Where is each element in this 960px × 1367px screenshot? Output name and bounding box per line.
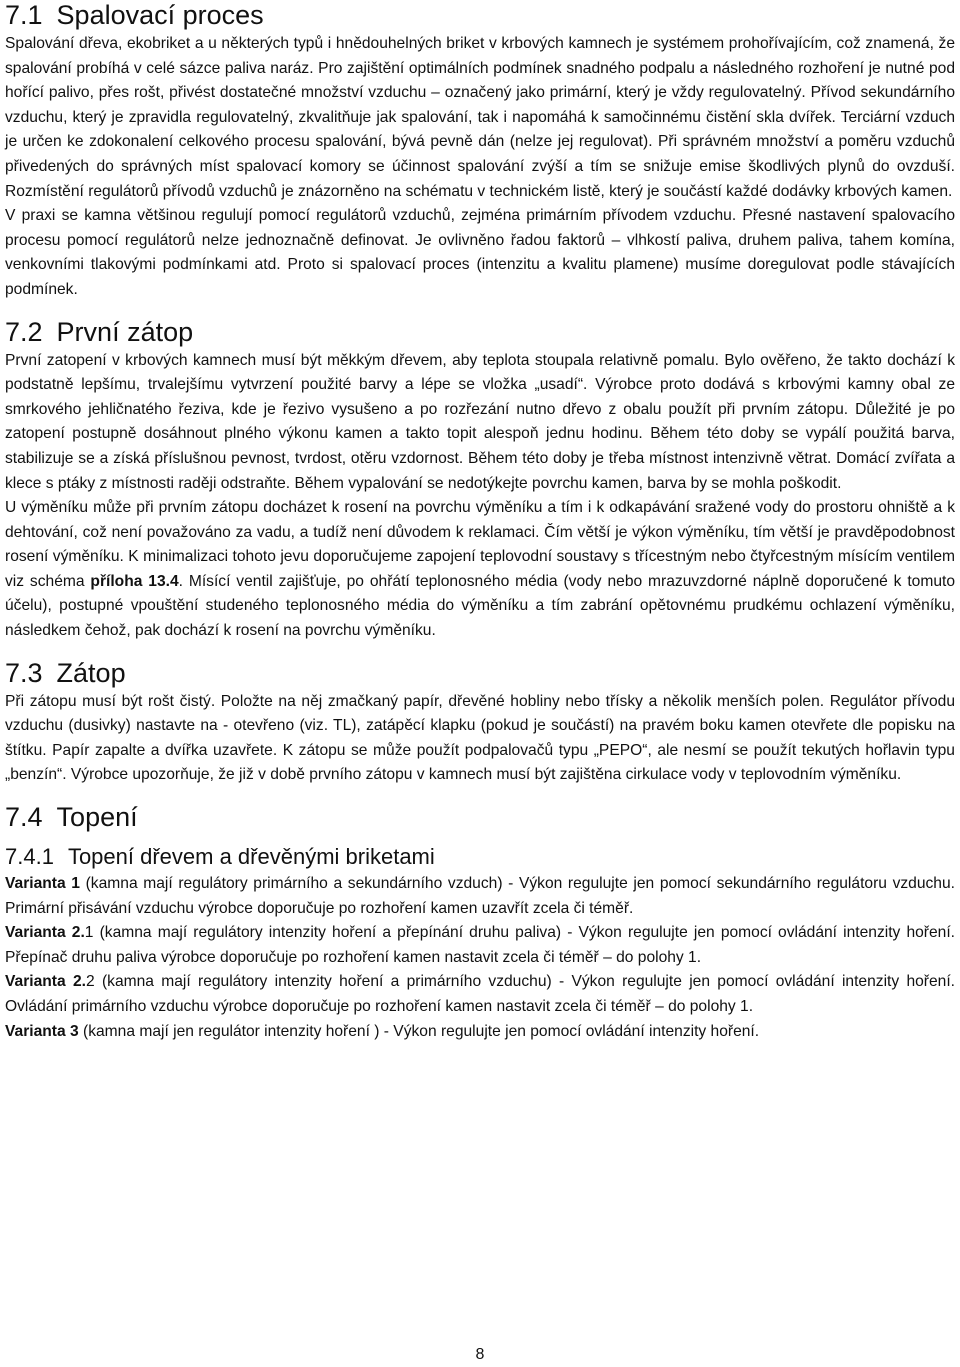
subsection-number: 7.4.1: [5, 844, 54, 870]
text-run: (kamna mají regulátory primárního a sekundárního vzduch) - Výkon regulujte jen pomocí sekundárního regulátoru vzduchu. Primární přisávání vzduchu výrobce doporučuje po rozhoření kamen uzavřít zcela či téměř.: [5, 875, 955, 917]
variant-label: Varianta 2.: [5, 924, 85, 942]
variant-label: Varianta 1: [5, 875, 80, 893]
paragraph: V praxi se kamna většinou regulují pomocí regulátorů vzduchů, zejména primárním přívodem vzduchu. Přesné nastavení spalovacího procesu pomocí regulátorů nelze jednoznačně definovat. Je ovlivněno řadou faktorů – vlhkostí paliva, druhem paliva, tahem komína, venkovními tlakovými podmínkami atd. Proto si spalovací proces (intenzitu a kvalitu plamene) musíme doregulovat podle stávajících podmínek.: [5, 207, 955, 298]
variant-number: 1: [84, 924, 94, 942]
variant-paragraph: [5, 921, 955, 970]
text-run: . Mísící ventil zajišťuje, po ohřátí teplonosného média (vody nebo mrazuvzdorné náplně doporučené k tomuto účelu), postupné vpouštění studeného teplonosného média do výměníku a tím zabrání opětovnému prudkému ochlazení výměníku, následkem čehož, pak dochází k rosení na povrchu výměníku.: [5, 572, 956, 640]
text-run: (kamna mají regulátory intenzity hoření a přepínání druhu paliva) - Výkon regulujte jen pomocí ovládání intenzity hoření. Přepínač druhu paliva výrobce doporučuje po rozhoření kamen nastavit zcela či téměř – do polohy 1.: [5, 924, 955, 966]
section-number: 7.4: [5, 802, 43, 833]
variant-paragraph: [5, 1020, 955, 1045]
section-number: 7.2: [5, 316, 43, 347]
appendix-reference: příloha 13.4: [90, 572, 179, 590]
paragraph: Spalování dřeva, ekobriket a u některých typů i hnědouhelných briket v krbových kamnech je systémem prohořívajícím, což znamená, že spalování probíhá v celé sázce paliva naráz. Pro zajištění optimálních podmínek snadného podpalu a následného rozhoření je nutné pod hořící palivo, přes rošt, přivést dostatečné množství vzduchu – označený jako primární, který je vždy regulovatelný. Přívod sekundárního vzduchu, který je zpravidla regulovatelný, zkvalitňuje jak spalování, tak i napomáhá k samočinnému čistění skla dvířek. Terciární vzduch je určen ke zdokonalení celkového procesu spalování, bývá pevně dán (nelze jej regulovat). Při správném množství a poměru vzduchů přivedených do správných míst spalovací komory se účinnost spalování zvýší a tím se snižuje emise škodlivých plynů do ovzduší. Rozmístění regulátorů přívodů vzduchů je znázorněno na schématu v technickém listě, který je součástí každé dodávky krbových kamen.: [5, 35, 955, 200]
section-heading-7-4: [5, 802, 955, 832]
section-number: 7.1: [5, 0, 43, 30]
section-heading-7-1: [5, 0, 955, 30]
section-title: Topení: [56, 802, 138, 833]
variant-label: Varianta 3: [5, 1022, 79, 1040]
subsection-title: Topení dřevem a dřevěnými briketami: [67, 844, 435, 870]
paragraph: Při zátopu musí být rošt čistý. Položte na něj zmačkaný papír, dřevěné hobliny nebo třísky a několik menších polen. Regulátor přívodu vzduchu (dusivky) nastavte na - otevřeno (viz. TL), zatápěcí klapku (pokud je součástí) na pravém boku kamen otevřete dle popisku na štítku. Papír zapalte a dvířka uzavřete. K zátopu se může použít podpalovačů typu „PEPO“, ale nesmí se použít tekutých hořlavin typu „benzín“. Výrobce upozorňuje, že již v době prvního zátopu v kamnech musí být zajištěna cirkulace vody v teplovodním výměníku.: [5, 692, 955, 784]
variant-number: 2: [85, 973, 95, 991]
section-heading-7-2: [5, 317, 955, 347]
variant-paragraph: [5, 970, 955, 1019]
text-run: U výměníku může při prvním zátopu docházet k rosení na povrchu výměníku a tím i k odkapávání sražené vody do prostoru ohniště a k dehtování, což není považováno za vadu, a tudíž není důvodem k reklamaci. Čím větší je výkon výměníku, tím větší je pravděpodobnost rosení výměníku. K minimalizaci tohoto jevu doporučujeme zapojení teplovodní soustavy s třícestným nebo čtyřcestným mísícím ventilem viz schéma: [5, 499, 955, 590]
text-run: (kamna mají regulátory intenzity hoření a primárního vzduchu) - Výkon regulujte jen pomocí ovládání intenzity hoření. Ovládání primárního vzduchu výrobce doporučuje po rozhoření kamen nastavit zcela či téměř – do polohy 1.: [5, 973, 956, 1015]
variant-paragraph: [5, 872, 955, 921]
section-heading-7-3: [5, 658, 955, 688]
text-run: (kamna mají jen regulátor intenzity hoření ) - Výkon regulujte jen pomocí ovládání intenzity hoření.: [78, 1022, 760, 1040]
page-number: 8: [475, 1346, 485, 1363]
subsection-heading-7-4-1: [5, 844, 955, 870]
section-title: Spalovací proces: [56, 0, 264, 30]
paragraph: První zatopení v krbových kamnech musí být měkkým dřevem, aby teplota stoupala relativně pomalu. Bylo ověřeno, že takto dochází k podstatně lepšímu, trvalejšímu vytvrzení použité barvy a lépe se vložka „usadí“. Výrobce proto dodává s krbovými kamny obal ze smrkového jehličnatého řeziva, kde je řezivo vysušeno a po rozřezání nutno dřevo z obalu použít při prvním zátopu. Důležité je po zatopení postupně dosáhnout plného výkonu kamen a takto topit alespoň jednu hodinu. Během této doby se vypálí použitá barva, stabilizuje se a získá příslušnou pevnost, tvrdost, otěru vzdornost. Během této doby je třeba místnost intenzivně větrat. Domácí zvířata a klece s ptáky z místnosti raději odstraňte. Během vypalování se nedotýkejte povrchu kamen, barva by se mohla poškodit.: [5, 351, 955, 492]
section-number: 7.3: [5, 657, 43, 688]
variant-label: Varianta 2.: [5, 973, 86, 991]
paragraph: [5, 496, 955, 644]
section-title: Zátop: [56, 657, 126, 688]
section-title: První zátop: [56, 316, 194, 347]
